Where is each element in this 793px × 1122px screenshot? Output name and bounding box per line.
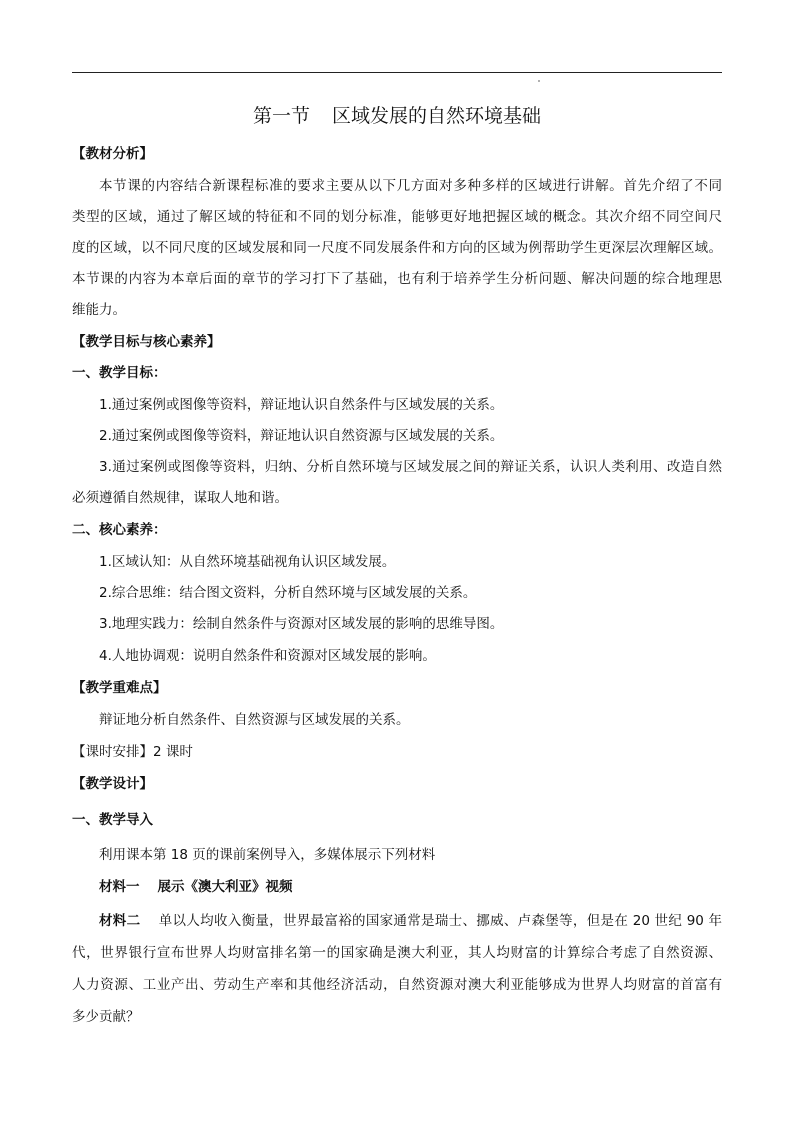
analysis-line-5: 维能力。 bbox=[72, 302, 126, 318]
objectives-core-heading: 【教学目标与核心素养】 bbox=[72, 334, 221, 350]
core-heading: 二、核心素养： bbox=[72, 522, 167, 538]
material1-text: 展示《澳大利亚》视频 bbox=[157, 879, 293, 895]
key-points-heading: 【教学重难点】 bbox=[72, 680, 167, 696]
material2-line-1 bbox=[72, 912, 722, 930]
page-title bbox=[72, 103, 722, 129]
objective-item-3: 3.通过案例或图像等资料，归纳、分析自然环境与区域发展之间的辩证关系，认识人类利用、改造自然 bbox=[99, 459, 722, 475]
core-item-3: 3.地理实践力：绘制自然条件与资源对区域发展的影响的思维导图。 bbox=[99, 616, 504, 632]
schedule-label: 【课时安排】 bbox=[72, 744, 153, 760]
material1-label: 材料一 bbox=[99, 879, 140, 895]
header-dot bbox=[538, 80, 540, 82]
title-name: 区域发展的自然环境基础 bbox=[332, 105, 542, 127]
design-heading: 【教学设计】 bbox=[72, 776, 153, 792]
objective-item-3-cont: 必须遵循自然规律，谋取人地和谐。 bbox=[72, 490, 288, 506]
core-item-2: 2.综合思维：结合图文资料，分析自然环境与区域发展的关系。 bbox=[99, 585, 477, 601]
material2-text-1: 单以人均收入衡量，世界最富裕的国家通常是瑞士、挪威、卢森堡等，但是在 20 世纪 90 年 bbox=[158, 913, 722, 929]
schedule-line bbox=[72, 743, 722, 761]
schedule-value: 2 课时 bbox=[153, 744, 193, 760]
header-rule bbox=[72, 72, 722, 73]
material2-line-3: 人力资源、工业产出、劳动生产率和其他经济活动，自然资源对澳大利亚能够成为世界人均财富的首富有 bbox=[72, 977, 722, 993]
intro-text: 利用课本第 18 页的课前案例导入，多媒体展示下列材料 bbox=[99, 847, 436, 863]
textbook-analysis-heading: 【教材分析】 bbox=[72, 146, 153, 162]
analysis-line-1: 本节课的内容结合新课程标准的要求主要从以下几方面对多种多样的区域进行讲解。首先介绍了不同 bbox=[99, 178, 722, 194]
core-item-1: 1.区域认知：从自然环境基础视角认识区域发展。 bbox=[99, 554, 396, 570]
intro-heading: 一、教学导入 bbox=[72, 812, 153, 828]
objective-item-2: 2.通过案例或图像等资料，辩证地认识自然资源与区域发展的关系。 bbox=[99, 428, 504, 444]
analysis-line-2: 类型的区域，通过了解区域的特征和不同的划分标准，能够更好地把握区域的概念。其次介绍不同空间尺 bbox=[72, 209, 722, 225]
material2-line-4: 多少贡献？ bbox=[72, 1009, 140, 1025]
objective-item-1: 1.通过案例或图像等资料，辩证地认识自然条件与区域发展的关系。 bbox=[99, 397, 504, 413]
objectives-heading: 一、教学目标： bbox=[72, 365, 167, 381]
material2-line-2: 代，世界银行宣布世界人均财富排名第一的国家确是澳大利亚，其人均财富的计算综合考虑了自然资源、 bbox=[72, 945, 722, 961]
analysis-line-3: 度的区域，以不同尺度的区域发展和同一尺度不同发展条件和方向的区域为例帮助学生更深层次理解区域。 bbox=[72, 240, 722, 256]
analysis-line-4: 本节课的内容为本章后面的章节的学习打下了基础，也有利于培养学生分析问题、解决问题的综合地理思 bbox=[72, 271, 722, 287]
material2-label: 材料二 bbox=[99, 913, 141, 929]
key-points-text: 辩证地分析自然条件、自然资源与区域发展的关系。 bbox=[99, 712, 410, 728]
core-item-4: 4.人地协调观：说明自然条件和资源对区域发展的影响。 bbox=[99, 648, 436, 664]
material1-line bbox=[72, 878, 722, 896]
title-section: 第一节 bbox=[252, 105, 310, 127]
